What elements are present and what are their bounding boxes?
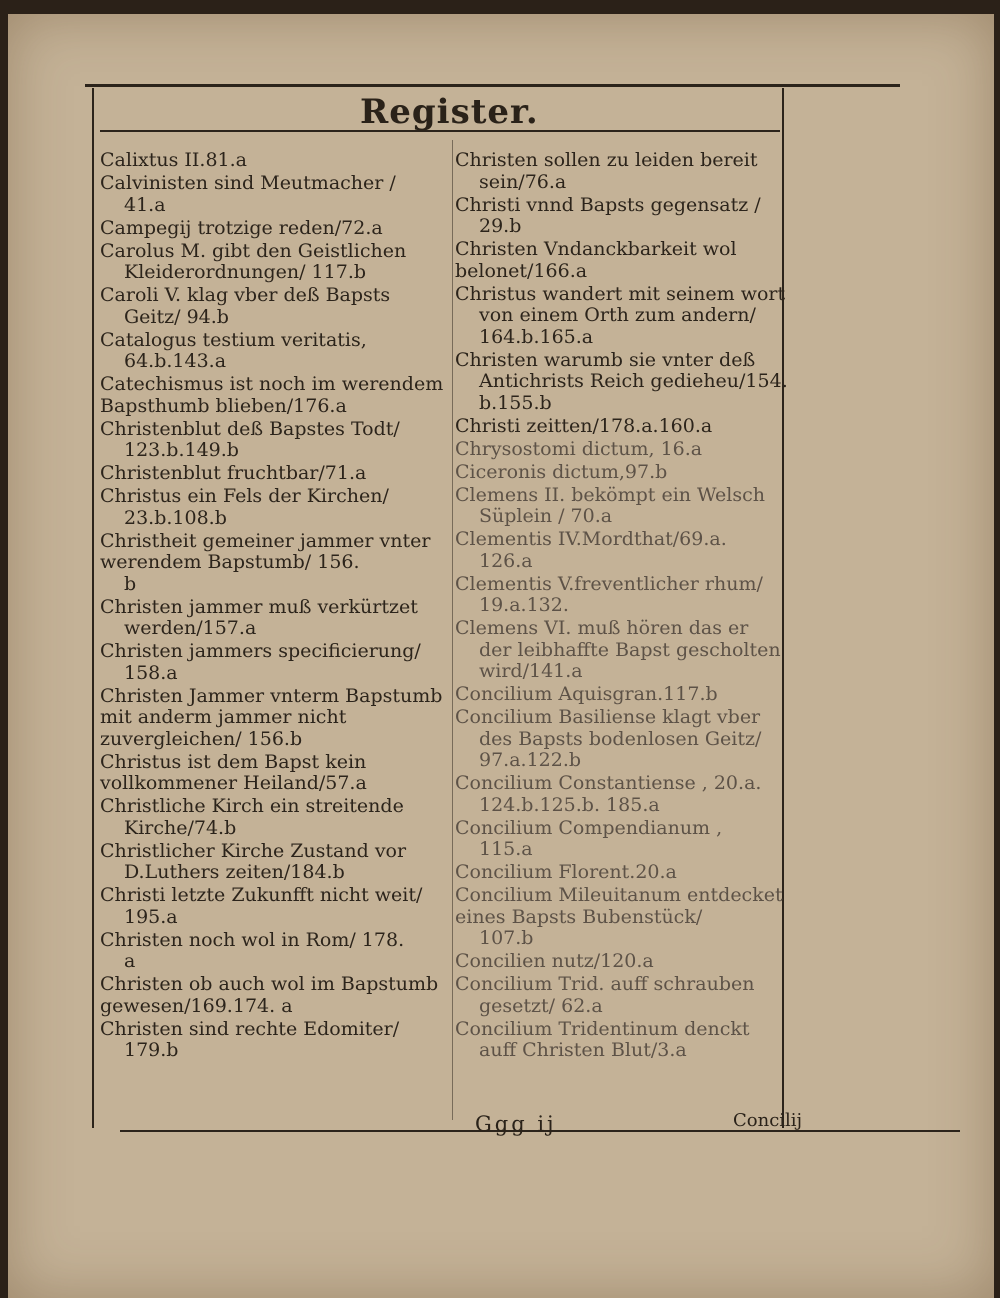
- entry-continuation: sein/76.a: [479, 170, 567, 193]
- entry-text: Christen noch wol in Rom/ 178.: [100, 928, 405, 951]
- entry-continuation: 179.b: [124, 1039, 179, 1061]
- entry-text: Concilium Compendianum ,: [455, 816, 723, 839]
- register-entry: [100, 173, 452, 216]
- register-entry: [455, 818, 795, 861]
- register-entry: [100, 930, 452, 973]
- entry-continuation: 195.a: [124, 905, 178, 928]
- register-entry: [455, 485, 795, 528]
- register-entry: [455, 1019, 795, 1062]
- entry-continuation: 115.a: [479, 838, 533, 860]
- register-entry: [100, 241, 452, 284]
- entry-text: Christen warumb sie vnter deß: [455, 348, 756, 371]
- entry-continuation: von einem Orth zum andern/ 164.b.165.a: [479, 304, 756, 348]
- entry-text: Christus ein Fels der Kirchen/: [100, 485, 389, 507]
- register-entry: [455, 529, 795, 572]
- entry-continuation: 124.b.125.b. 185.a: [479, 793, 660, 816]
- entry-text: Christen Jammer vnterm Bapstumb mit anderm jammer nicht zuvergleichen/ 156.b: [100, 684, 443, 750]
- register-entry: [100, 686, 452, 751]
- entry-text: Christheit gemeiner jammer vnter werendem Bapstumb/ 156.: [100, 529, 431, 573]
- entry-text: Christenblut deß Bapstes Todt/: [100, 417, 400, 440]
- register-entry: [455, 773, 795, 816]
- entry-text: Christen jammers specificierung/: [100, 640, 421, 662]
- entry-text: Calixtus II.81.a: [100, 149, 247, 171]
- entry-text: Christus wandert mit seinem wort: [455, 282, 786, 305]
- register-entry: [455, 574, 795, 617]
- register-entry: [455, 618, 795, 683]
- register-entry: [100, 463, 452, 485]
- entry-continuation: gesetzt/ 62.a: [479, 994, 603, 1017]
- register-entry: [100, 1019, 452, 1062]
- entry-text: Carolus M. gibt den Geistlichen: [100, 239, 407, 262]
- register-entry: [455, 284, 795, 349]
- entry-text: Christen sind rechte Edomiter/: [100, 1017, 400, 1040]
- entry-text: Christus ist dem Bapst kein vollkommener Heiland/57.a: [100, 750, 367, 794]
- register-entry: [100, 150, 452, 172]
- center-vertical-rule: [452, 140, 453, 1120]
- page-title: Register.: [360, 92, 539, 132]
- entry-text: Christen ob auch wol im Bapstumb gewesen/169.174. a: [100, 973, 439, 1017]
- entry-text: Calvinisten sind Meutmacher /: [100, 172, 396, 194]
- register-entry: [455, 416, 795, 438]
- entry-text: Clementis IV.Mordthat/69.a.: [455, 528, 727, 550]
- register-entry: [455, 862, 795, 884]
- entry-text: Christi vnnd Bapsts gegensatz /: [455, 193, 761, 216]
- entry-text: Christen sollen zu leiden bereit: [455, 149, 758, 171]
- entry-continuation: Antichrists Reich gedieheu/154. b.155.b: [479, 370, 788, 414]
- register-entry: [100, 285, 452, 328]
- entry-continuation: der leibhaffte Bapst gescholten wird/141.a: [479, 638, 781, 682]
- entry-text: Clementis V.freventlicher rhum/: [455, 572, 763, 595]
- catchword: Concilij: [733, 1110, 803, 1131]
- entry-text: Christen Vndanckbarkeit wol belonet/166.a: [455, 238, 737, 282]
- left-vertical-rule: [92, 88, 94, 1128]
- register-entry: [100, 419, 452, 462]
- entry-text: Christi letzte Zukunfft nicht weit/: [100, 884, 423, 906]
- register-entry: [100, 531, 452, 596]
- register-entry: [455, 150, 795, 193]
- entry-text: Concilium Aquisgran.117.b: [455, 683, 718, 705]
- entry-continuation: 19.a.132.: [479, 594, 569, 616]
- register-entry: [100, 374, 452, 417]
- top-rule: [85, 84, 900, 87]
- register-entry: [100, 597, 452, 640]
- register-entry: [100, 752, 452, 795]
- register-entry: [455, 350, 795, 415]
- entry-continuation: werden/157.a: [124, 617, 257, 639]
- entry-text: Clemens VI. muß hören das er: [455, 617, 749, 639]
- entry-continuation: Kirche/74.b: [124, 816, 237, 839]
- register-entry: [455, 195, 795, 238]
- register-entry: [100, 330, 452, 373]
- register-entry: [100, 974, 452, 1017]
- entry-continuation: 64.b.143.a: [124, 350, 227, 372]
- entry-continuation: 23.b.108.b: [124, 506, 227, 529]
- register-column-right: [455, 150, 795, 1063]
- entry-text: Christi zeitten/178.a.160.a: [455, 414, 713, 437]
- entry-continuation: 107.b: [479, 927, 534, 949]
- entry-text: Concilium Mileuitanum entdecket eines Bapsts Bubenstück/: [455, 884, 783, 928]
- register-entry: [455, 684, 795, 706]
- signature-mark: Ggg ij: [475, 1112, 557, 1136]
- entry-text: Catechismus ist noch im werendem Bapsthumb blieben/176.a: [100, 373, 444, 417]
- entry-text: Concilium Basiliense klagt vber: [455, 706, 761, 728]
- entry-continuation: Kleiderordnungen/ 117.b: [124, 261, 367, 283]
- entry-text: Campegij trotzige reden/72.a: [100, 216, 383, 239]
- entry-text: Clemens II. bekömpt ein Welsch: [455, 483, 765, 506]
- register-entry: [100, 841, 452, 884]
- register-entry: [455, 462, 795, 484]
- entry-continuation: auff Christen Blut/3.a: [479, 1039, 687, 1061]
- entry-text: Ciceronis dictum,97.b: [455, 460, 668, 483]
- entry-continuation: 41.a: [124, 193, 166, 216]
- register-entry: [100, 218, 452, 240]
- register-column-left: [100, 150, 452, 1063]
- entry-continuation: des Bapsts bodenlosen Geitz/ 97.a.122.b: [479, 727, 762, 771]
- entry-text: Christen jammer muß verkürtzet: [100, 595, 418, 618]
- entry-continuation: Geitz/ 94.b: [124, 305, 229, 328]
- register-entry: [100, 641, 452, 684]
- register-entry: [455, 707, 795, 772]
- entry-continuation: 123.b.149.b: [124, 439, 239, 461]
- entry-text: Concilium Florent.20.a: [455, 861, 677, 883]
- entry-text: Chrysostomi dictum, 16.a: [455, 437, 703, 460]
- entry-text: Concilium Tridentinum denckt: [455, 1017, 750, 1040]
- entry-text: Christlicher Kirche Zustand vor: [100, 839, 407, 862]
- register-entry: [455, 885, 795, 950]
- register-entry: [100, 486, 452, 529]
- entry-continuation: 158.a: [124, 661, 178, 684]
- register-entry: [455, 951, 795, 973]
- register-entry: [455, 239, 795, 282]
- entry-continuation: D.Luthers zeiten/184.b: [124, 861, 345, 883]
- entry-text: Christenblut fruchtbar/71.a: [100, 462, 367, 484]
- register-entry: [100, 796, 452, 839]
- entry-continuation: a: [124, 950, 136, 972]
- entry-continuation: b: [124, 572, 137, 595]
- entry-text: Christliche Kirch ein streitende: [100, 795, 404, 817]
- entry-text: Catalogus testium veritatis,: [100, 328, 367, 351]
- entry-continuation: 126.a: [479, 549, 533, 572]
- entry-text: Concilium Constantiense , 20.a.: [455, 772, 762, 794]
- register-entry: [455, 974, 795, 1017]
- register-entry: [100, 885, 452, 928]
- entry-text: Concilien nutz/120.a: [455, 950, 654, 972]
- entry-text: Concilium Trid. auff schrauben: [455, 973, 755, 995]
- entry-continuation: Süplein / 70.a: [479, 505, 613, 527]
- entry-text: Caroli V. klag vber deß Bapsts: [100, 284, 391, 306]
- register-entry: [455, 439, 795, 461]
- entry-continuation: 29.b: [479, 215, 522, 237]
